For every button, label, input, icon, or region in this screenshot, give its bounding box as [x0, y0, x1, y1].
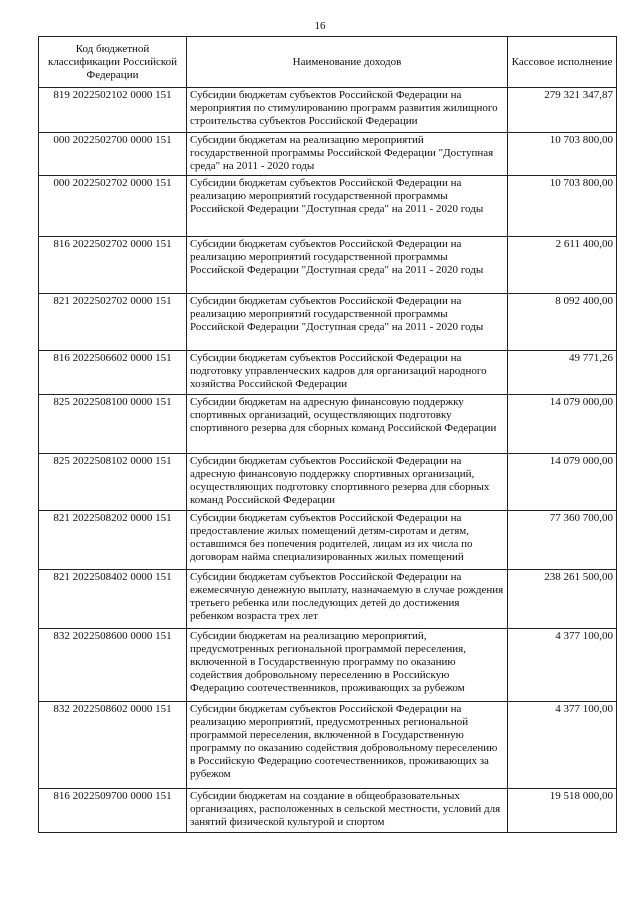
- table-row: [39, 395, 617, 454]
- row-amount: 14 079 000,00: [508, 395, 617, 454]
- table-row: [39, 237, 617, 294]
- row-amount: 49 771,26: [508, 351, 617, 395]
- row-name: Субсидии бюджетам субъектов Российской Федерации на реализацию мероприятий, предусмотренных региональной программой переселения, включенной в Государственную программу по оказанию содействия добровольному переселению в Российскую Федерацию соотечественников, проживающих за рубежом: [187, 702, 508, 789]
- budget-table: [38, 36, 617, 833]
- row-amount: 4 377 100,00: [508, 629, 617, 702]
- row-amount: 4 377 100,00: [508, 702, 617, 789]
- row-name: Субсидии бюджетам субъектов Российской Федерации на ежемесячную денежную выплату, назначаемую в случае рождения третьего ребенка или последующих детей до достижения ребенком возраста трех лет: [187, 570, 508, 629]
- row-amount: 10 703 800,00: [508, 133, 617, 176]
- table-row: [39, 88, 617, 133]
- table-row: [39, 570, 617, 629]
- row-name: Субсидии бюджетам на создание в общеобразовательных организациях, расположенных в сельской местности, условий для занятий физической культурой и спортом: [187, 789, 508, 833]
- page-number: 16: [314, 20, 326, 32]
- table-row: [39, 702, 617, 789]
- table-row: [39, 351, 617, 395]
- table-row: [39, 629, 617, 702]
- row-name: Субсидии бюджетам субъектов Российской Федерации на подготовку управленческих кадров для организаций народного хозяйства Российской Федерации: [187, 351, 508, 395]
- row-amount: 238 261 500,00: [508, 570, 617, 629]
- row-code: 832 2022508602 0000 151: [39, 702, 187, 789]
- row-code: 821 2022508402 0000 151: [39, 570, 187, 629]
- row-code: 832 2022508600 0000 151: [39, 629, 187, 702]
- table-body: [39, 88, 617, 833]
- header-code: Код бюджетной классификации Российской Федерации: [39, 37, 187, 88]
- row-amount: 19 518 000,00: [508, 789, 617, 833]
- row-amount: 2 611 400,00: [508, 237, 617, 294]
- row-amount: 10 703 800,00: [508, 176, 617, 237]
- table-row: [39, 294, 617, 351]
- row-amount: 8 092 400,00: [508, 294, 617, 351]
- row-amount: 279 321 347,87: [508, 88, 617, 133]
- row-amount: 77 360 700,00: [508, 511, 617, 570]
- row-name: Субсидии бюджетам субъектов Российской Федерации на реализацию мероприятий государственной программы Российской Федерации "Доступная среда" на 2011 - 2020 годы: [187, 176, 508, 237]
- row-code: 816 2022502702 0000 151: [39, 237, 187, 294]
- table-row: [39, 176, 617, 237]
- header-row: [39, 37, 617, 88]
- row-name: Субсидии бюджетам субъектов Российской Федерации на предоставление жилых помещений детям-сиротам и детям, оставшимся без попечения родителей, лицам из их числа по договорам найма специализированных жилых помещений: [187, 511, 508, 570]
- header-name: Наименование доходов: [187, 37, 508, 88]
- row-code: 821 2022508202 0000 151: [39, 511, 187, 570]
- table-row: [39, 511, 617, 570]
- header-amount: Кассовое исполнение: [508, 37, 617, 88]
- row-code: 000 2022502702 0000 151: [39, 176, 187, 237]
- row-code: 819 2022502102 0000 151: [39, 88, 187, 133]
- row-name: Субсидии бюджетам на реализацию мероприятий, предусмотренных региональной программой переселения, включенной в Государственную программу по оказанию содействия добровольному переселению в Российскую Федерацию соотечественников, проживающих за рубежом: [187, 629, 508, 702]
- table-row: [39, 789, 617, 833]
- row-code: 000 2022502700 0000 151: [39, 133, 187, 176]
- row-code: 821 2022502702 0000 151: [39, 294, 187, 351]
- row-amount: 14 079 000,00: [508, 454, 617, 511]
- table-header: [39, 37, 617, 88]
- row-code: 825 2022508100 0000 151: [39, 395, 187, 454]
- row-code: 825 2022508102 0000 151: [39, 454, 187, 511]
- row-name: Субсидии бюджетам на реализацию мероприятий государственной программы Российской Федерации "Доступная среда" на 2011 - 2020 годы: [187, 133, 508, 176]
- row-name: Субсидии бюджетам субъектов Российской Федерации на адресную финансовую поддержку спортивных организаций, осуществляющих подготовку спортивного резерва для сборных команд Российской Федерации: [187, 454, 508, 511]
- row-name: Субсидии бюджетам на адресную финансовую поддержку спортивных организаций, осуществляющих подготовку спортивного резерва для сборных команд Российской Федерации: [187, 395, 508, 454]
- row-name: Субсидии бюджетам субъектов Российской Федерации на мероприятия по стимулированию программ развития жилищного строительства субъектов Российской Федерации: [187, 88, 508, 133]
- row-code: 816 2022506602 0000 151: [39, 351, 187, 395]
- table-row: [39, 454, 617, 511]
- row-name: Субсидии бюджетам субъектов Российской Федерации на реализацию мероприятий государственной программы Российской Федерации "Доступная среда" на 2011 - 2020 годы: [187, 294, 508, 351]
- table-row: [39, 133, 617, 176]
- row-name: Субсидии бюджетам субъектов Российской Федерации на реализацию мероприятий государственной программы Российской Федерации "Доступная среда" на 2011 - 2020 годы: [187, 237, 508, 294]
- row-code: 816 2022509700 0000 151: [39, 789, 187, 833]
